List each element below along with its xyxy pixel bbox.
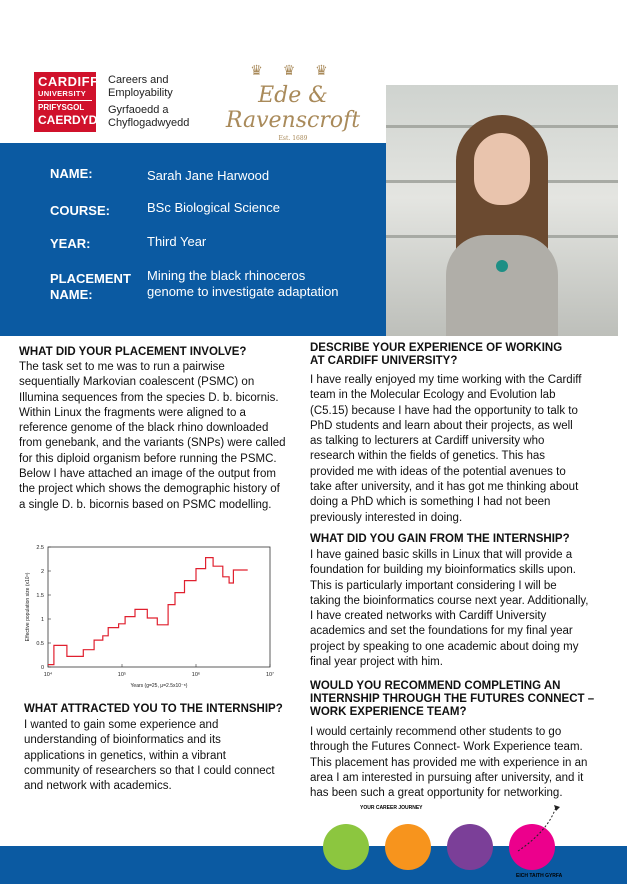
name-label: NAME:	[50, 166, 93, 181]
y-tick-label: 2.5	[36, 545, 44, 551]
royal-crest-icon: ♛ ♛ ♛	[250, 62, 336, 78]
recommend-heading: WOULD YOU RECOMMEND COMPLETING AN INTERNSHIP THROUGH THE FUTURES CONNECT – WORK EXPERIENCE TEAM?	[310, 680, 595, 718]
y-tick-label: 1	[40, 617, 44, 623]
journey-bottom-text: EICH TAITH GYRFA	[516, 873, 563, 879]
psmc-chart	[20, 535, 290, 695]
involve-text: The task set to me was to run a pairwise sequentially Markovian coalescent (PSMC) on Illumina sequences from the species D. b. bicornis. Within Linux the fragments were aligned to a reference genome of the black rhino downloaded from genebank, and the variants (SNPs) were called for this diploid organism before running the PSMC. Below I have attached an image of the output from the project which shows the demographic history of a single D. b. bicornis based on PSMC modelling.	[19, 361, 286, 511]
journey-circle-pink	[509, 824, 555, 870]
journey-top-text: YOUR CAREER JOURNEY	[360, 805, 423, 811]
attracted-heading: WHAT ATTRACTED YOU TO THE INTERNSHIP?	[24, 703, 283, 715]
plot-frame	[48, 547, 270, 667]
y-axis-label: Effective population size (x10⁴)	[25, 572, 31, 642]
attracted-text: I wanted to gain some experience and understanding of bioinformatics and its applications in genetics, within a vibrant community of researchers so that I could connect and network with academics.	[24, 719, 275, 793]
y-tick-label: 0.5	[36, 641, 44, 647]
cardiff-university-logo: CARDIFF UNIVERSITY PRIFYSGOL CAERDYDD	[34, 72, 96, 132]
name-value: Sarah Jane Harwood	[147, 168, 270, 183]
describe-heading: DESCRIBE YOUR EXPERIENCE OF WORKING AT CARDIFF UNIVERSITY?	[310, 342, 563, 367]
x-tick-label: 10⁴	[43, 672, 53, 678]
pendant-icon	[496, 260, 508, 272]
year-label: YEAR:	[50, 236, 91, 251]
course-value: BSc Biological Science	[147, 200, 280, 215]
y-tick-label: 0	[40, 665, 44, 671]
year-value: Third Year	[147, 234, 207, 249]
x-tick-label: 10⁵	[117, 672, 127, 678]
x-tick-label: 10⁷	[265, 672, 275, 678]
student-photo	[386, 85, 618, 336]
journey-circle-purple	[447, 824, 493, 870]
journey-circle-orange	[385, 824, 431, 870]
involve-heading: WHAT DID YOUR PLACEMENT INVOLVE?	[19, 346, 247, 358]
x-axis-label: Years (g=25, μ=2.5x10⁻⁸)	[130, 683, 188, 689]
y-tick-label: 2	[40, 569, 44, 575]
careers-employability-title: Careers and Employability Gyrfaoedd a Chyflogadwyedd	[108, 74, 190, 129]
profile-band	[0, 143, 386, 336]
career-journey-graphic	[318, 801, 578, 879]
x-tick-label: 10⁶	[191, 672, 201, 678]
y-tick-label: 1.5	[36, 593, 44, 599]
recommend-text: I would certainly recommend other students to go through the Futures Connect- Work Experience team. This placement has provided me with experience in an area I am interested in pursuing after university, and it has been such a great opportunity for networking.	[310, 726, 588, 800]
psmc-chart-svg	[20, 535, 290, 695]
journey-circle-green	[323, 824, 369, 870]
gain-heading: WHAT DID YOU GAIN FROM THE INTERNSHIP?	[310, 533, 570, 545]
placement-label: PLACEMENT NAME:	[50, 271, 131, 302]
course-label: COURSE:	[50, 203, 110, 218]
ede-ravenscroft-logo: ♛ ♛ ♛ Ede & Ravenscroft Est. 1689	[218, 62, 368, 137]
arrow-icon	[554, 805, 560, 811]
placement-value: Mining the black rhinoceros genome to investigate adaptation	[147, 268, 339, 299]
describe-text: I have really enjoyed my time working with the Cardiff team in the Molecular Ecology and Evolution lab (C5.15) because I have had the opportunity to talk to PhD students and learn about their projects, as well as talking to lecturers at Cardiff university who research within the fields of genetics. This has provided me with ideas of the potential avenues to take after university, and it has got me thinking about doing a PhD which is something I had not been previously interested in doing.	[310, 374, 582, 524]
journey-circles-svg	[318, 801, 578, 879]
gain-text: I have gained basic skills in Linux that will provide a foundation for building my bioinformatics skills upon. This is particularly important considering I will be taking the bioinformatics course next year. Additionally, I have created networks with Cardiff University academics and set the foundations for my final year project by speaking to one academic about doing my final year project with him.	[310, 549, 589, 669]
psmc-series-line	[48, 558, 248, 665]
